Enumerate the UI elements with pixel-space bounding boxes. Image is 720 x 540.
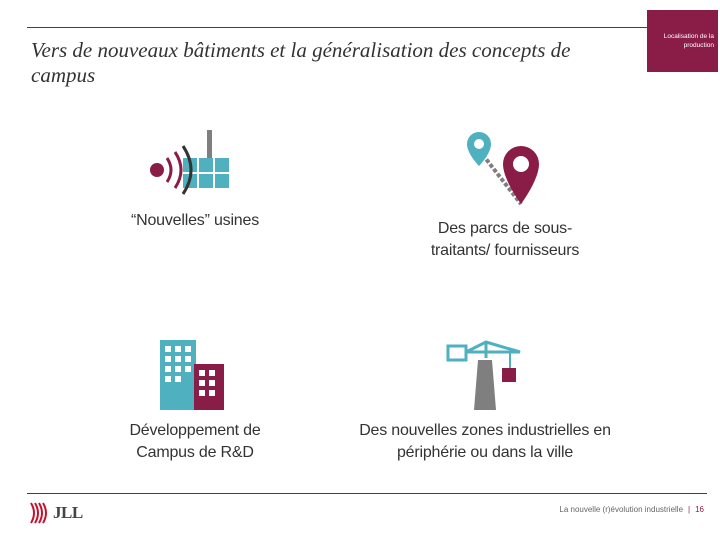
jll-logo [28,500,83,526]
jll-logo-icon [28,501,50,525]
buildings-icon [150,338,240,412]
card-label-rnd: Développement de Campus de R&D [129,422,261,461]
footer-caption: La nouvelle (r)évolution industrielle [559,505,684,514]
card-zones-industrielles [350,338,620,464]
section-tag-text: Localisation de la production [663,33,714,49]
crane-icon [440,338,530,412]
top-divider [27,27,647,28]
slide-title: Vers de nouveaux bâtiments et la généralisation des concepts de campus [31,38,571,87]
factory-icon [145,128,245,198]
location-pins-icon [455,128,555,210]
jll-logo-text: JLL [53,503,83,522]
card-label-parcs: Des parcs de sous-traitants/ fournisseurs [430,220,580,259]
footer [559,505,704,514]
bottom-divider [27,493,707,494]
page-number: 16 [695,505,704,514]
card-nouvelles-usines [115,128,275,232]
card-campus-rd [105,338,285,464]
card-parcs-sous-traitants [415,128,595,262]
section-tag [647,10,718,72]
card-label-usines: “Nouvelles” usines [130,212,259,229]
card-label-zones: Des nouvelles zones industrielles en périphérie ou dans la ville [359,422,611,461]
footer-separator: | [688,505,691,514]
